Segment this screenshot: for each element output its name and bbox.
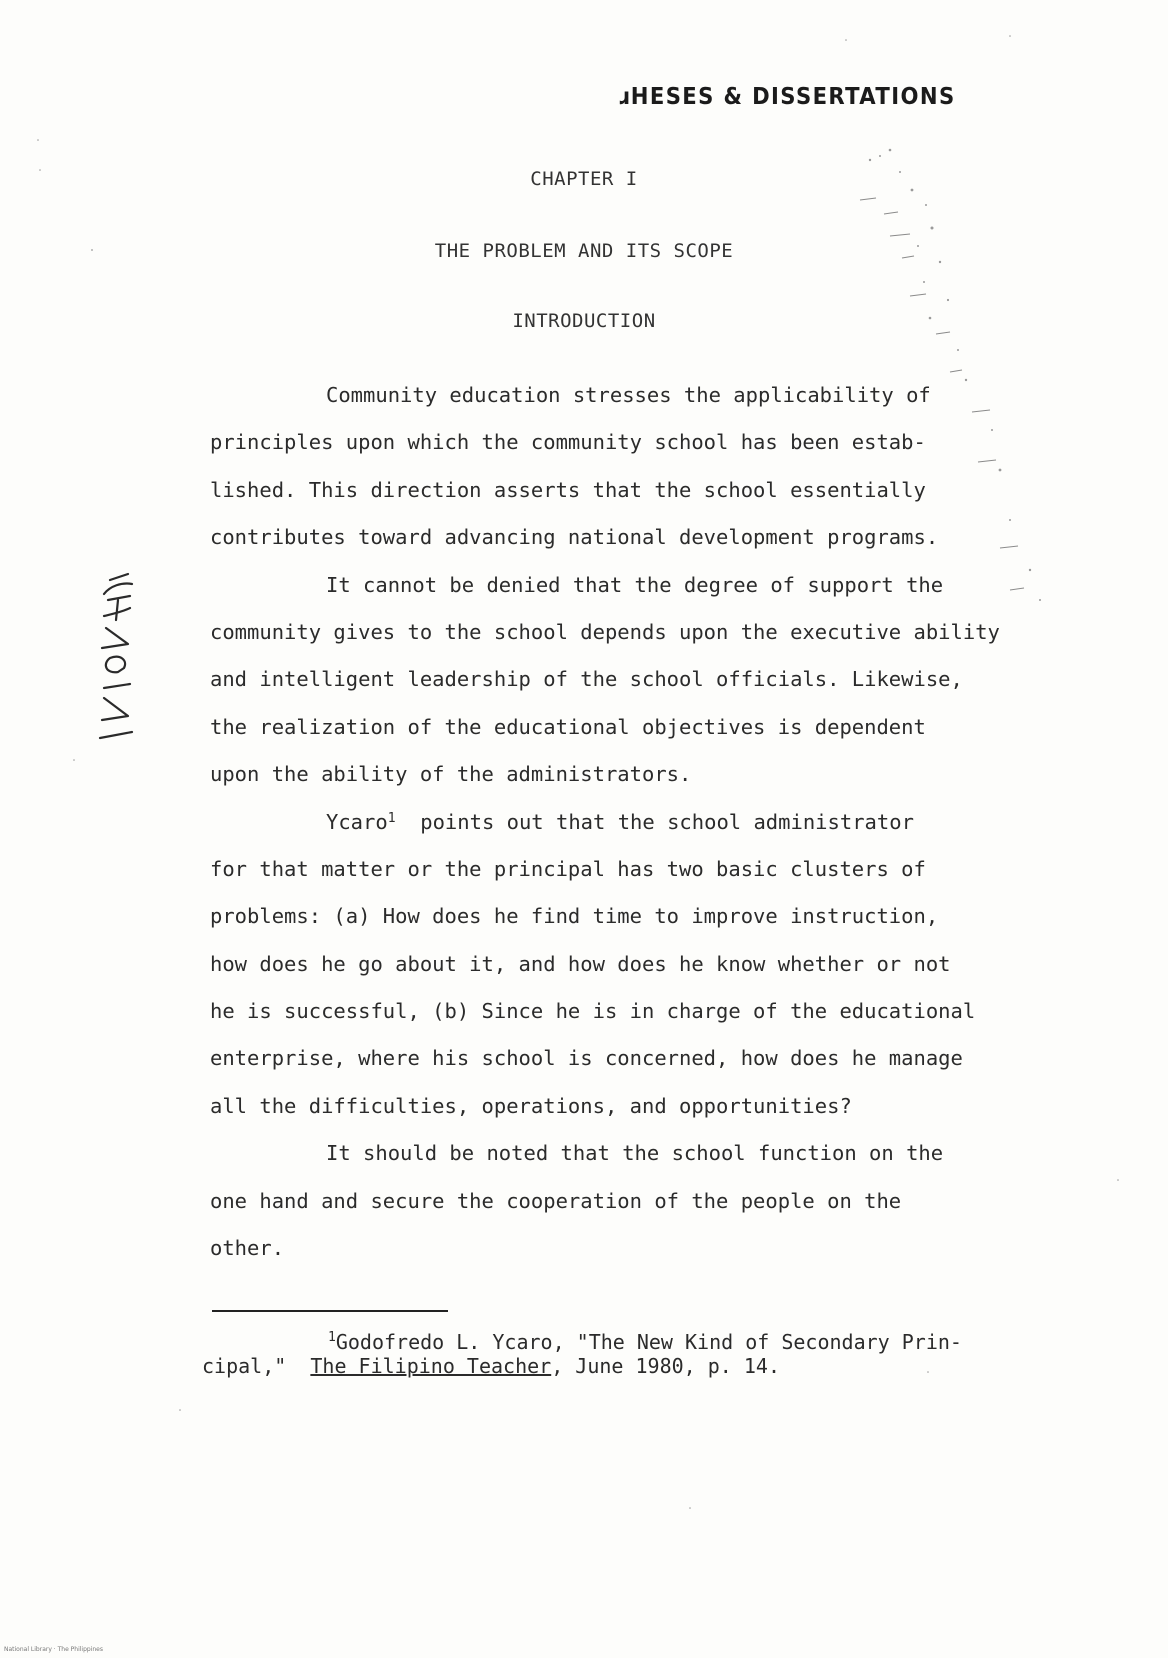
chapter-heading: CHAPTER I [530,168,638,190]
journal-title: The Filipino Teacher [310,1354,552,1378]
paragraph-3-line-2: for that matter or the principal has two basic clusters of [210,856,926,881]
theses-dissertations-stamp: ɹHESES & DISSERTATIONS [618,84,956,110]
handwritten-accession-note [88,570,148,750]
footnote-reference-marker: 1 [387,810,396,826]
paragraph-4-line-3: other. [210,1236,285,1261]
cited-author-name: Ycaro [326,809,388,834]
paragraph-3-line-5: he is successful, (b) Since he is in charge of the educational [210,999,976,1024]
paragraph-3-line-1-text: points out that the school administrator [395,809,914,834]
footnote-marker: 1 [328,1330,336,1345]
section-heading: INTRODUCTION [512,310,656,332]
paragraph-2-line-2: community gives to the school depends upon the executive ability [210,619,1000,644]
footnote-line-2-prefix: cipal," [202,1354,311,1378]
paragraph-3-line-1 [210,799,1140,846]
footnote-line-2 [202,1354,1122,1378]
paragraph-3-line-3: problems: (a) How does he find time to improve instruction, [210,904,939,929]
scan-footer-text: National Library · The Philippines [4,1646,104,1653]
paragraph-4-line-1: It should be noted that the school function on the [326,1141,944,1166]
footnote-line-2-suffix: , June 1980, p. 14. [551,1354,780,1378]
footnote-separator-rule [212,1310,448,1312]
paragraph-3-line-4: how does he go about it, and how does he know whether or not [210,951,951,976]
paragraph-3-line-6: enterprise, where his school is concerned, how does he manage [210,1046,963,1071]
paragraph-1-line-3: lished. This direction asserts that the school essentially [210,477,926,502]
footnote [202,1330,1122,1378]
footnote-line-1 [202,1330,1122,1354]
paragraph-2-line-3: and intelligent leadership of the school officials. Likewise, [210,667,963,692]
paragraph-3-line-7: all the difficulties, operations, and opportunities? [210,1093,852,1118]
body-text [210,372,1140,1272]
footnote-line-1-text: Godofredo L. Ycaro, "The New Kind of Secondary Prin- [335,1330,962,1354]
paragraph-2-line-4: the realization of the educational objectives is dependent [210,714,926,739]
paragraph-2-line-1: It cannot be denied that the degree of support the [326,572,944,597]
paragraph-1-line-1: Community education stresses the applicability of [326,383,931,407]
paragraph-1-line-2: principles upon which the community school has been estab- [210,430,926,455]
paragraph-1-line-4: contributes toward advancing national development programs. [210,525,939,550]
paragraph-4-line-2: one hand and secure the cooperation of the people on the [210,1188,902,1213]
chapter-title: THE PROBLEM AND ITS SCOPE [434,240,734,262]
paragraph-2-line-5: upon the ability of the administrators. [210,762,692,787]
